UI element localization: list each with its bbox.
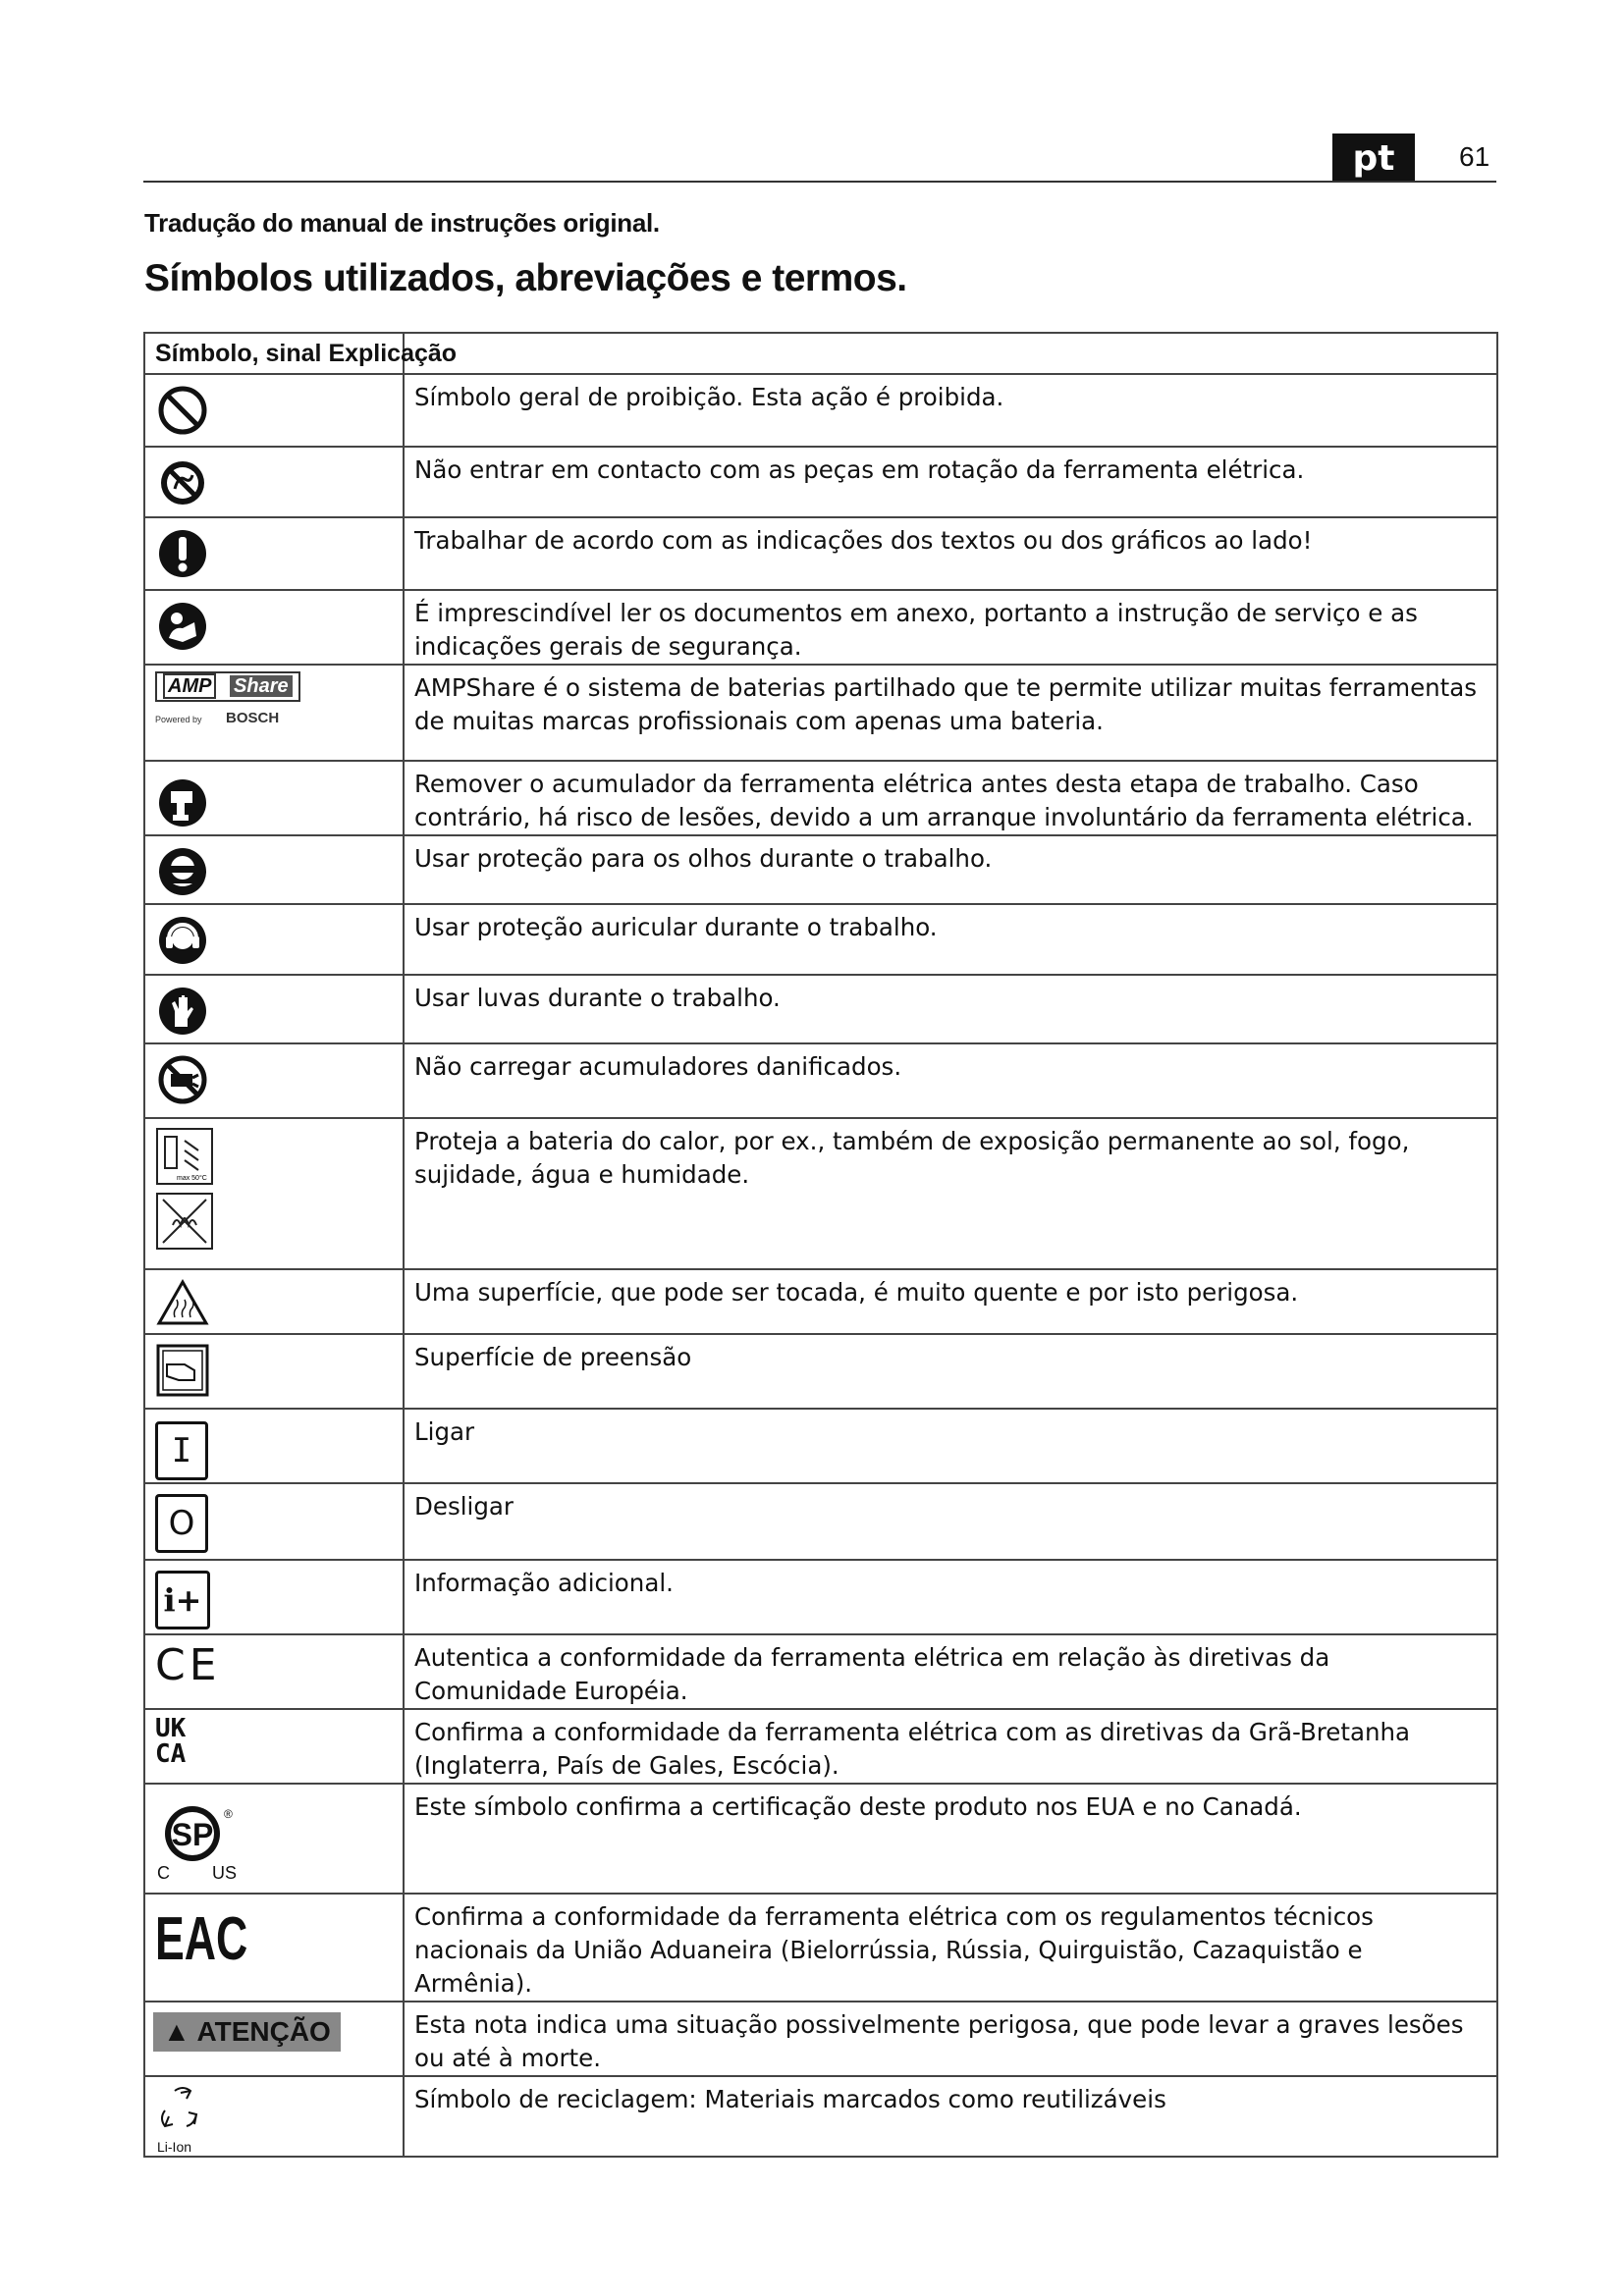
symbol-cell (144, 1634, 404, 1709)
symbol-cell (144, 590, 404, 665)
table-row (144, 665, 1497, 761)
symbol-cell (144, 1409, 404, 1483)
table-row (144, 2002, 1497, 2076)
symbol-cell (144, 835, 404, 904)
recycling-icon (155, 2085, 214, 2156)
info-glyph: i+ (163, 1581, 202, 1619)
switch-on-icon (155, 1421, 208, 1480)
symbol-cell (144, 517, 404, 590)
symbol-cell (144, 665, 404, 761)
symbol-cell (144, 374, 404, 447)
symbol-cell (144, 2076, 404, 2157)
csa-mark-icon (155, 1789, 273, 1887)
ce-glyph: CE (155, 1640, 221, 1690)
symbol-cell (144, 2002, 404, 2076)
eac-glyph: EAC (155, 1905, 248, 1973)
recycling-label: Li-Ion (157, 2139, 192, 2155)
ampshare-logo (155, 671, 403, 726)
table-row (144, 1043, 1497, 1118)
explanation-cell: Informação adicional. (404, 1560, 1497, 1634)
explanation-cell: Usar luvas durante o trabalho. (404, 975, 1497, 1043)
warning-badge (153, 2012, 341, 2052)
document-subtitle: Tradução do manual de instruções original. (144, 208, 660, 238)
table-row (144, 590, 1497, 665)
read-manual-icon (155, 599, 210, 654)
csa-right-label: US (212, 1863, 238, 1883)
no-touch-rotating-parts-icon (155, 455, 210, 510)
explanation-cell: Proteja a bateria do calor, por ex., também de exposição permanente ao sol, fogo, sujidade, água e humidade. (404, 1118, 1497, 1269)
header-label-symbol (155, 340, 457, 368)
table-row (144, 1894, 1497, 2002)
explanation-cell: Não carregar acumuladores danificados. (404, 1043, 1497, 1118)
explanation-cell: Esta nota indica uma situação possivelmente perigosa, que pode levar a graves lesões ou até à morte. (404, 2002, 1497, 2076)
table-row (144, 835, 1497, 904)
remove-battery-icon (155, 775, 210, 830)
explanation-cell: Remover o acumulador da ferramenta elétrica antes desta etapa de trabalho. Caso contrário, há risco de lesões, devido a um arranque involuntário da ferramenta elétrica. (404, 761, 1497, 835)
ce-mark-icon (155, 1641, 403, 1690)
switch-off-glyph: O (168, 1504, 195, 1543)
explanation-cell: Confirma a conformidade da ferramenta elétrica com as diretivas da Grã-Bretanha (Inglaterra, País de Gales, Escócia). (404, 1709, 1497, 1784)
bosch-brand-text: BOSCH (226, 710, 280, 726)
table-row (144, 1560, 1497, 1634)
ampshare-powered-text: Powered by (155, 715, 202, 724)
page-title: Símbolos utilizados, abreviações e termos. (144, 257, 907, 299)
symbols-table (143, 332, 1498, 2158)
symbol-cell (144, 1483, 404, 1560)
explanation-cell: Trabalhar de acordo com as indicações dos textos ou dos gráficos ao lado! (404, 517, 1497, 590)
symbol-cell (144, 1709, 404, 1784)
no-charge-damaged-battery-icon (155, 1052, 210, 1107)
additional-info-icon (155, 1571, 210, 1629)
symbol-cell (144, 1043, 404, 1118)
explanation-cell: Símbolo geral de proibição. Esta ação é proibida. (404, 374, 1497, 447)
header-symbol-text: Símbolo, sinal (155, 340, 322, 367)
explanation-cell: Não entrar em contacto com as peças em rotação da ferramenta elétrica. (404, 447, 1497, 517)
eac-mark-icon (155, 1900, 333, 1979)
table-row (144, 761, 1497, 835)
symbol-cell (144, 1560, 404, 1634)
symbol-cell (144, 1334, 404, 1409)
header-cell-symbol (144, 333, 458, 374)
table-row (144, 447, 1497, 517)
hot-surface-icon (155, 1278, 210, 1327)
ukca-top: UK (155, 1714, 187, 1743)
gloves-icon (155, 984, 210, 1039)
symbol-cell (144, 447, 404, 517)
switch-on-glyph: I (171, 1431, 192, 1470)
symbol-cell (144, 1118, 404, 1269)
table-row (144, 1483, 1497, 1560)
warning-triangle-icon: ▲ (163, 2016, 190, 2047)
explanation-cell: Símbolo de reciclagem: Materiais marcados como reutilizáveis (404, 2076, 1497, 2157)
gripping-surface-icon (155, 1343, 210, 1398)
explanation-cell: Confirma a conformidade da ferramenta elétrica com os regulamentos técnicos nacionais da União Aduaneira (Bielorrússia, Rússia, Quirguistão, Cazaquistão e Armênia). (404, 1894, 1497, 2002)
warning-badge-text: ATENÇÃO (196, 2016, 331, 2047)
table-row (144, 1118, 1497, 1269)
table-row (144, 374, 1497, 447)
explanation-cell: AMPShare é o sistema de baterias partilhado que te permite utilizar muitas ferramentas de muitas marcas profissionais com apenas uma bateria. (404, 665, 1497, 761)
explanation-cell: Usar proteção para os olhos durante o trabalho. (404, 835, 1497, 904)
page-number: 61 (1459, 141, 1490, 172)
language-badge: pt (1332, 133, 1415, 183)
table-row (144, 1784, 1497, 1894)
ukca-bottom: CA (155, 1739, 187, 1769)
table-row (144, 1269, 1497, 1334)
table-row (144, 2076, 1497, 2157)
header-explanation-text: Explicação (328, 340, 458, 367)
table-row (144, 1709, 1497, 1784)
explanation-cell: Ligar (404, 1409, 1497, 1483)
table-row (144, 975, 1497, 1043)
mandatory-exclamation-icon (155, 526, 210, 581)
explanation-cell: É imprescindível ler os documentos em anexo, portanto a instrução de serviço e as indicações gerais de segurança. (404, 590, 1497, 665)
header-rule (143, 181, 1496, 183)
explanation-cell: Este símbolo confirma a certificação deste produto nos EUA e no Canadá. (404, 1784, 1497, 1894)
ampshare-amp-text: AMP (163, 673, 216, 699)
table-row (144, 1409, 1497, 1483)
ampshare-share-text: Share (230, 675, 293, 697)
symbol-cell (144, 975, 404, 1043)
table-row (144, 517, 1497, 590)
explanation-cell: Superfície de preensão (404, 1334, 1497, 1409)
symbol-cell (144, 1269, 404, 1334)
header-cell-explanation (404, 333, 1497, 374)
table-row (144, 1634, 1497, 1709)
symbol-cell (144, 1784, 404, 1894)
svg-text:®: ® (224, 1807, 233, 1821)
csa-glyph: SP (171, 1817, 214, 1852)
explanation-cell: Usar proteção auricular durante o trabalho. (404, 904, 1497, 975)
csa-left-label: C (157, 1863, 170, 1883)
prohibition-icon (155, 383, 210, 438)
table-row (144, 1334, 1497, 1409)
explanation-cell: Desligar (404, 1483, 1497, 1560)
symbol-cell (144, 904, 404, 975)
explanation-cell: Autentica a conformidade da ferramenta elétrica em relação às diretivas da Comunidade Européia. (404, 1634, 1497, 1709)
table-row (144, 904, 1497, 975)
ear-protection-icon (155, 913, 210, 968)
ukca-mark-icon (155, 1716, 403, 1767)
symbol-cell (144, 1894, 404, 2002)
temp-label: max 50°C (177, 1175, 207, 1182)
battery-heat-protection-icon (155, 1127, 218, 1253)
switch-off-icon (155, 1494, 208, 1553)
explanation-cell: Uma superfície, que pode ser tocada, é muito quente e por isto perigosa. (404, 1269, 1497, 1334)
symbol-cell (144, 761, 404, 835)
table-header-row (144, 333, 1497, 374)
eye-protection-icon (155, 844, 210, 899)
